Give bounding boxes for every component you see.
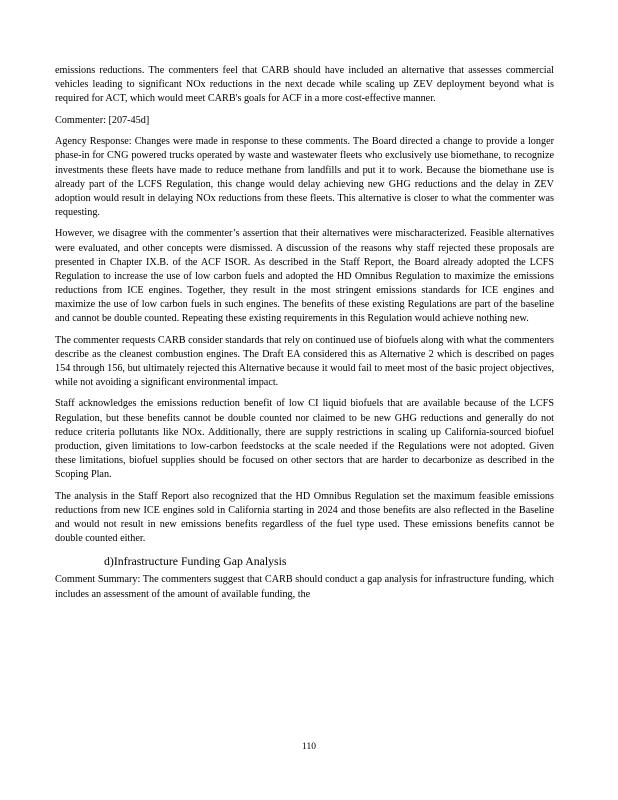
page-number: 110 xyxy=(302,742,316,752)
paragraph-disagreement: However, we disagree with the commenter’s assertion that their alternatives were mischaracterized. Feasible alternatives were evaluated, and other concepts were dismissed. A discussion of the reasons why staff rejected these proposals are presented in Chapter IX.B. of the ACF ISOR. As described in the Staff Report, the Board already adopted the LCFS Regulation to increase the use of low carbon fuels and adopted the HD Omnibus Regulation to maximize the emissions reductions from ICE engines. Together, they result in the most stringent emissions standards for ICE engines and maximize the use of low carbon fuels in such engines. The benefits of these existing Regulations are part of the baseline and cannot be double counted. Repeating these existing requirements in this Regulation would achieve nothing new. xyxy=(55,228,554,324)
paragraph-biofuels-request: The commenter requests CARB consider standards that rely on continued use of biofuels along with what the commenters describe as the cleanest combustion engines. The Draft EA considered this as Alternative 2 which is described on pages 154 through 156, but ultimately rejected this Alternative because it would fail to meet most of the basic project objectives, while not avoiding a significant environmental impact. xyxy=(55,334,554,388)
paragraph-comment-summary: Comment Summary: The commenters suggest that CARB should conduct a gap analysis for infrastructure funding, which includes an assessment of the amount of available funding, the xyxy=(55,574,554,600)
section-heading: d)Infrastructure Funding Gap Analysis xyxy=(104,554,287,569)
paragraph-hd-omnibus-analysis: The analysis in the Staff Report also recognized that the HD Omnibus Regulation set the maximum feasible emissions reductions from new ICE engines sold in California starting in 2024 and those benefits are also reflected in the Baseline and would not result in new emissions benefits regardless of the fuel type used. These emissions benefits cannot be double counted either. xyxy=(55,490,554,544)
paragraph-agency-response: Agency Response: Changes were made in response to these comments. The Board directed a change to provide a longer phase-in for CNG powered trucks operated by waste and wastewater fleets who exclusively use biomethane, to recognize investments these fleets have made to reduce methane from landfills and put it to work. Because the biomethane use is already part of the LCFS Regulation, this change would delay achieving new GHG reductions and the delay in ZEV adoption would result in delaying NOx reductions from these fleets. This alternative is closer to what the commenter was requesting. xyxy=(55,136,554,218)
paragraph-emissions-reductions: emissions reductions. The commenters feel that CARB should have included an alternative that assesses commercial vehicles leading to significant NOx reductions in the next decade while scaling up ZEV deployment beyond what is required for ACT, which would meet CARB's goals for ACF in a more cost-effective manner. xyxy=(55,65,554,105)
paragraph-staff-acknowledges: Staff acknowledges the emissions reduction benefit of low CI liquid biofuels that are available because of the LCFS Regulation, but these benefits cannot be double counted nor claimed to be new GHG reductions and generally do not reduce criteria pollutants like NOx. Additionally, there are supply restrictions in scaling up California-sourced biofuel production, given limitations to low-carbon feedstocks at the scale needed if the Regulations were not adopted. Given these limitations, biofuel supplies should be focused on other sectors that are harder to decarbonize as described in the Scoping Plan. xyxy=(55,398,554,480)
commenter-reference: Commenter: [207-45d] xyxy=(55,114,150,126)
document-body xyxy=(55,64,554,602)
